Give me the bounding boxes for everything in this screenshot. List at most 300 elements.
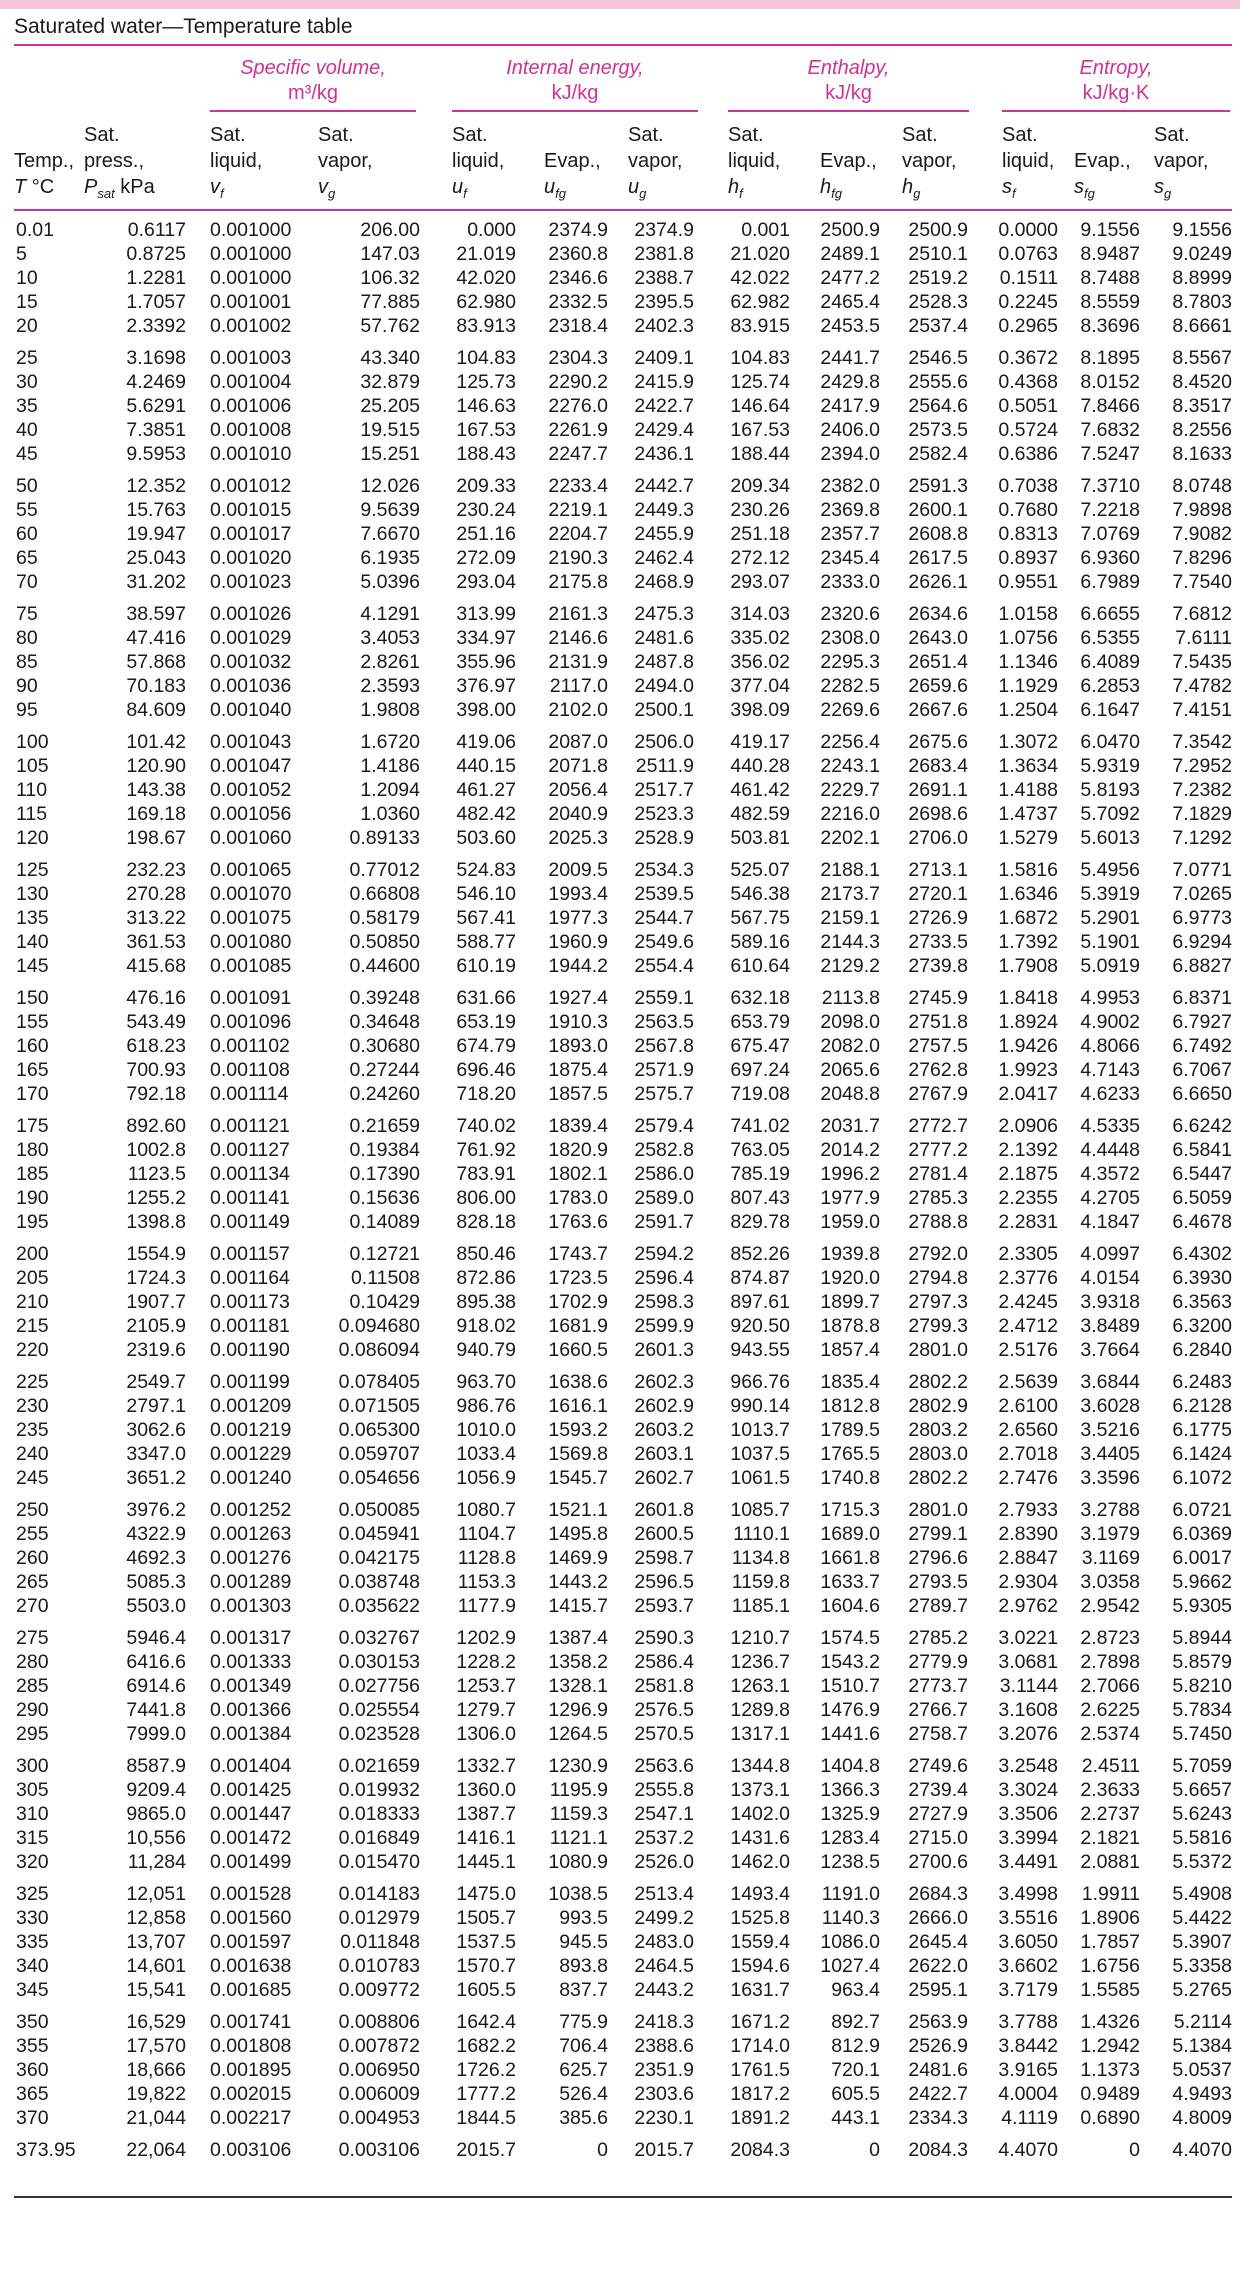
table-cell: 0.8313 (998, 523, 1058, 545)
table-cell: 205 (16, 1267, 49, 1289)
table-cell: 567.41 (456, 907, 516, 929)
table-cell: 190 (16, 1187, 49, 1209)
table-cell: 143.38 (126, 779, 186, 801)
column-header-line2: vapor, (318, 150, 373, 172)
table-cell: 3.4053 (360, 627, 420, 649)
table-cell: 3.9165 (998, 2059, 1058, 2081)
table-cell: 741.02 (730, 1115, 790, 1137)
table-cell: 1660.5 (548, 1339, 608, 1361)
table-cell: 2.7933 (998, 1499, 1058, 1521)
table-cell: 250 (16, 1499, 49, 1521)
table-cell: 8.8999 (1172, 267, 1232, 289)
table-cell: 25.043 (126, 547, 186, 569)
table-cell: 2014.2 (820, 1139, 880, 1161)
table-cell: 0.001199 (210, 1371, 290, 1393)
table-cell: 6.0017 (1172, 1547, 1232, 1569)
table-cell: 272.09 (456, 547, 516, 569)
table-cell: 0.003106 (210, 2139, 292, 2161)
table-cell: 1134.8 (731, 1547, 790, 1569)
table-cell: 3.7179 (998, 1979, 1058, 2001)
table-cell: 1.6756 (1080, 1955, 1140, 1977)
table-cell: 1631.7 (730, 1979, 790, 2001)
table-cell: 2.3776 (998, 1267, 1058, 1289)
table-cell: 1.4326 (1080, 2011, 1140, 2033)
table-cell: 1689.0 (820, 1523, 880, 1545)
table-cell: 1283.4 (820, 1827, 880, 1849)
table-cell: 2559.1 (634, 987, 694, 1009)
table-row (0, 370, 1240, 394)
table-cell: 2489.1 (820, 243, 880, 265)
table-cell: 8.7488 (1080, 267, 1140, 289)
table-cell: 1.4186 (360, 755, 420, 777)
table-cell: 2758.7 (908, 1723, 968, 1745)
table-cell: 43.340 (360, 347, 420, 369)
table-row (0, 2034, 1240, 2058)
table-cell: 13,707 (126, 1931, 186, 1953)
table-cell: 7.3542 (1172, 731, 1232, 753)
table-cell: 275 (16, 1627, 49, 1649)
table-cell: 5.8579 (1172, 1651, 1232, 1673)
table-cell: 8.3696 (1080, 315, 1140, 337)
table-title: Saturated water—Temperature table (14, 15, 353, 38)
table-cell: 2589.0 (634, 1187, 694, 1209)
table-cell: 0.001472 (210, 1827, 292, 1849)
table-cell: 75 (16, 603, 38, 625)
table-cell: 1177.9 (457, 1595, 516, 1617)
table-cell: 2751.8 (908, 1011, 968, 1033)
table-cell: 232.23 (126, 859, 186, 881)
table-cell: 2009.5 (548, 859, 608, 881)
table-cell: 0.003106 (338, 2139, 420, 2161)
table-cell: 1495.8 (548, 1523, 608, 1545)
table-cell: 4.7143 (1080, 1059, 1140, 1081)
table-cell: 1230.9 (548, 1755, 608, 1777)
table-cell: 1977.9 (820, 1187, 880, 1209)
table-cell: 5085.3 (126, 1571, 186, 1593)
table-cell: 0.086094 (338, 1339, 420, 1361)
table-cell: 0.001091 (210, 987, 292, 1009)
table-cell: 0.001020 (210, 547, 292, 569)
table-cell: 83.913 (456, 315, 516, 337)
table-cell: 2190.3 (548, 547, 608, 569)
table-cell: 2.7066 (1080, 1675, 1140, 1697)
table-row (0, 394, 1240, 418)
table-cell: 377.04 (730, 675, 790, 697)
table-cell: 2739.8 (908, 955, 968, 977)
table-cell: 2256.4 (820, 731, 880, 753)
table-cell: 0.001043 (210, 731, 292, 753)
table-cell: 1398.8 (126, 1211, 186, 1233)
table-cell: 1.9426 (998, 1035, 1058, 1057)
table-cell: 1255.2 (126, 1187, 186, 1209)
table-cell: 0.004953 (338, 2107, 420, 2129)
table-cell: 1416.1 (456, 1827, 516, 1849)
table-cell: 2586.0 (634, 1163, 694, 1185)
table-row (0, 802, 1240, 826)
table-cell: 2465.4 (820, 291, 880, 313)
table-cell: 2346.6 (548, 267, 608, 289)
table-cell: 1812.8 (820, 1395, 880, 1417)
table-cell: 1.8924 (998, 1011, 1058, 1033)
table-row (0, 546, 1240, 570)
table-row (0, 1570, 1240, 1594)
table-cell: 2659.6 (908, 675, 968, 697)
table-cell: 0.023528 (338, 1723, 420, 1745)
table-cell: 2.0417 (998, 1083, 1058, 1105)
table-cell: 1743.7 (548, 1243, 608, 1265)
table-cell: 2698.6 (908, 803, 968, 825)
table-cell: 1.4737 (998, 803, 1058, 825)
column-header-line2: liquid, (1002, 150, 1055, 172)
table-cell: 6.6242 (1172, 1115, 1232, 1137)
table-cell: 6.1072 (1172, 1467, 1232, 1489)
table-cell: 940.79 (456, 1339, 516, 1361)
table-cell: 1944.2 (548, 955, 608, 977)
table-cell: 42.020 (456, 267, 516, 289)
table-cell: 1820.9 (548, 1139, 608, 1161)
table-cell: 2781.4 (908, 1163, 968, 1185)
table-cell: 170 (16, 1083, 49, 1105)
table-cell: 1.1346 (998, 651, 1058, 673)
table-cell: 31.202 (126, 571, 186, 593)
table-cell: 0.1511 (999, 267, 1058, 289)
table-cell: 1638.6 (548, 1371, 608, 1393)
table-cell: 2554.4 (634, 955, 694, 977)
column-header-line2: vapor, (628, 150, 683, 172)
table-cell: 2295.3 (820, 651, 880, 673)
table-cell: 2269.6 (820, 699, 880, 721)
table-cell: 0.001040 (210, 699, 292, 721)
table-cell: 200 (16, 1243, 49, 1265)
table-cell: 1661.8 (820, 1547, 880, 1569)
table-cell: 2598.7 (634, 1547, 694, 1569)
table-cell: 6.2483 (1172, 1371, 1232, 1393)
table-cell: 0.001173 (210, 1291, 290, 1313)
table-cell: 625.7 (559, 2059, 608, 2081)
column-header-line1 (1074, 122, 1131, 148)
table-cell: 115 (16, 803, 48, 825)
table-cell: 6.5355 (1080, 627, 1140, 649)
column-header-line2: Evap., (820, 150, 877, 172)
column-header (1002, 122, 1054, 207)
table-cell: 0.001000 (210, 243, 292, 265)
table-cell: 9.1556 (1172, 219, 1232, 241)
table-cell: 0.018333 (338, 1803, 420, 1825)
column-header (14, 122, 74, 200)
column-header (210, 122, 262, 207)
table-cell: 2.5176 (998, 1339, 1058, 1361)
table-row (0, 1418, 1240, 1442)
table-cell: 6.7067 (1172, 1059, 1232, 1081)
table-cell: 2308.0 (820, 627, 880, 649)
table-cell: 0.001229 (210, 1443, 292, 1465)
table-row (0, 626, 1240, 650)
table-cell: 1939.8 (820, 1243, 880, 1265)
table-cell: 2591.3 (908, 475, 968, 497)
table-cell: 792.18 (126, 1083, 186, 1105)
table-cell: 2645.4 (908, 1931, 968, 1953)
table-cell: 588.77 (456, 931, 516, 953)
table-cell: 0.001121 (210, 1115, 290, 1137)
table-cell: 42.022 (730, 267, 790, 289)
table-cell: 2537.2 (634, 1827, 694, 1849)
table-cell: 6.9294 (1172, 931, 1232, 953)
table-cell: 2563.5 (634, 1011, 694, 1033)
table-cell: 2418.3 (634, 2011, 694, 2033)
table-cell: 251.16 (456, 523, 516, 545)
table-cell: 340 (16, 1955, 49, 1977)
table-cell: 0.014183 (338, 1883, 420, 1905)
table-cell: 2.8261 (360, 651, 420, 673)
table-cell: 2402.3 (634, 315, 694, 337)
table-cell: 837.7 (559, 1979, 608, 2001)
table-row (0, 1778, 1240, 1802)
table-cell: 0.11508 (350, 1267, 420, 1289)
table-cell: 9209.4 (126, 1779, 186, 1801)
table-cell: 5.2901 (1080, 907, 1140, 929)
table-cell: 3.6844 (1080, 1371, 1140, 1393)
table-cell: 2720.1 (908, 883, 968, 905)
table-cell: 2.5374 (1080, 1723, 1140, 1745)
table-cell: 101.42 (126, 731, 186, 753)
table-cell: 443.1 (831, 2107, 880, 2129)
table-cell: 1387.7 (456, 1803, 516, 1825)
table-cell: 3.0221 (998, 1627, 1058, 1649)
table-cell: 0.5724 (998, 419, 1058, 441)
table-cell: 476.16 (126, 987, 186, 1009)
table-cell: 0.054656 (338, 1467, 420, 1489)
table-cell: 2593.7 (634, 1595, 694, 1617)
table-cell: 4.3572 (1080, 1163, 1140, 1185)
table-cell: 2159.1 (820, 907, 880, 929)
table-cell: 1.0158 (998, 603, 1058, 625)
table-cell: 4.8066 (1080, 1035, 1140, 1057)
table-cell: 2360.8 (548, 243, 608, 265)
table-row (0, 522, 1240, 546)
table-cell: 2667.6 (908, 699, 968, 721)
table-cell: 5.4956 (1080, 859, 1140, 881)
table-cell: 524.83 (456, 859, 516, 881)
table-cell: 1264.5 (548, 1723, 608, 1745)
table-row (0, 2010, 1240, 2034)
table-cell: 589.16 (730, 931, 790, 953)
table-cell: 807.43 (730, 1187, 790, 1209)
table-cell: 1.6346 (998, 883, 1058, 905)
table-cell: 19.947 (126, 523, 186, 545)
table-cell: 2422.7 (908, 2083, 968, 2105)
table-cell: 2406.0 (820, 419, 880, 441)
table-cell: 2757.5 (908, 1035, 968, 1057)
table-cell: 785.19 (730, 1163, 790, 1185)
column-header (544, 122, 601, 207)
table-cell: 2388.6 (634, 2035, 694, 2057)
table-cell: 0.001060 (210, 827, 292, 849)
table-cell: 1441.6 (820, 1723, 880, 1745)
table-cell: 2.6100 (998, 1395, 1058, 1417)
table-cell: 0.7680 (998, 499, 1058, 521)
table-cell: 110 (16, 779, 48, 801)
table-cell: 7441.8 (126, 1699, 186, 1721)
table-cell: 105 (16, 755, 49, 777)
table-row (0, 1210, 1240, 1234)
table-cell: 2.7018 (998, 1443, 1058, 1465)
table-cell: 2766.7 (908, 1699, 968, 1721)
table-cell: 6.0369 (1172, 1523, 1232, 1545)
table-cell: 2.2831 (998, 1211, 1058, 1233)
table-cell: 0.001056 (210, 803, 292, 825)
table-cell: 546.38 (730, 883, 790, 905)
table-cell: 100 (16, 731, 49, 753)
table-cell: 0.001333 (210, 1651, 292, 1673)
table-cell: 285 (16, 1675, 49, 1697)
table-cell: 1153.3 (457, 1571, 516, 1593)
table-cell: 5.5816 (1172, 1827, 1232, 1849)
table-cell: 345 (16, 1979, 49, 2001)
table-cell: 1086.0 (820, 1931, 880, 1953)
table-cell: 1033.4 (456, 1443, 516, 1465)
table-cell: 5.3919 (1080, 883, 1140, 905)
table-cell: 0.001499 (210, 1851, 292, 1873)
table-cell: 2803.2 (908, 1419, 968, 1441)
table-cell: 2084.3 (908, 2139, 968, 2161)
table-cell: 895.38 (456, 1291, 516, 1313)
top-color-bar (0, 0, 1240, 9)
table-cell: 2229.7 (820, 779, 880, 801)
table-cell: 7.0265 (1172, 883, 1232, 905)
table-row (0, 1674, 1240, 1698)
table-cell: 2.8723 (1080, 1627, 1140, 1649)
table-cell: 4.9493 (1172, 2083, 1232, 2105)
table-cell: 0.030153 (338, 1651, 420, 1673)
table-cell: 169.18 (126, 803, 186, 825)
table-cell: 6.1775 (1172, 1419, 1232, 1441)
table-row (0, 1978, 1240, 2002)
table-cell: 0.001134 (210, 1163, 290, 1185)
table-cell: 4.5335 (1080, 1115, 1140, 1137)
table-cell: 1875.4 (548, 1059, 608, 1081)
table-cell: 6.0470 (1080, 731, 1140, 753)
table-cell: 2626.1 (908, 571, 968, 593)
table-cell: 1893.0 (548, 1035, 608, 1057)
column-header-symbol: $s_f$ (1002, 176, 1016, 201)
table-cell: 209.33 (456, 475, 516, 497)
table-cell: 5.6657 (1172, 1779, 1232, 1801)
column-header-line2: Temp., (14, 150, 75, 172)
table-cell: 697.24 (730, 1059, 790, 1081)
table-cell: 0.001317 (210, 1627, 292, 1649)
table-cell: 2793.5 (908, 1571, 968, 1593)
table-cell: 175 (16, 1115, 49, 1137)
table-cell: 361.53 (126, 931, 186, 953)
table-cell: 0.001070 (210, 883, 292, 905)
table-cell: 2675.6 (908, 731, 968, 753)
table-cell: 210 (16, 1291, 49, 1313)
table-cell: 1056.9 (456, 1467, 516, 1489)
table-cell: 155 (16, 1011, 49, 1033)
table-cell: 1373.1 (730, 1779, 790, 1801)
table-cell: 2.9762 (998, 1595, 1058, 1617)
table-cell: 482.59 (730, 803, 790, 825)
table-cell: 6.9773 (1172, 907, 1232, 929)
table-cell: 2381.8 (634, 243, 694, 265)
table-cell: 1038.5 (548, 1883, 608, 1905)
table-cell: 6.1424 (1172, 1443, 1232, 1465)
table-cell: 2.3392 (126, 315, 186, 337)
table-cell: 2563.9 (908, 2011, 968, 2033)
table-cell: 2429.4 (634, 419, 694, 441)
table-cell: 3.2548 (998, 1755, 1058, 1777)
table-cell: 1.5279 (998, 827, 1058, 849)
table-cell: 2603.2 (634, 1419, 694, 1441)
table-cell: 19.515 (360, 419, 420, 441)
table-cell: 2.0881 (1080, 1851, 1140, 1873)
table-cell: 2204.7 (548, 523, 608, 545)
table-cell: 2318.4 (548, 315, 608, 337)
table-cell: 2700.6 (908, 1851, 968, 1873)
table-cell: 1061.5 (730, 1467, 790, 1489)
table-cell: 2643.0 (908, 627, 968, 649)
table-cell: 4.1847 (1080, 1211, 1140, 1233)
table-cell: 2500.1 (634, 699, 694, 721)
table-cell: 2581.8 (634, 1675, 694, 1697)
table-cell: 2357.7 (820, 523, 880, 545)
table-cell: 0.66808 (349, 883, 420, 905)
table-cell: 2.2737 (1080, 1803, 1140, 1825)
table-cell: 1740.8 (820, 1467, 880, 1489)
table-cell: 1462.0 (730, 1851, 790, 1873)
table-cell: 17,570 (126, 2035, 186, 2057)
table-cell: 1080.7 (456, 1499, 516, 1521)
table-cell: 2429.8 (820, 371, 880, 393)
table-cell: 1325.9 (820, 1803, 880, 1825)
group-entropy (1000, 56, 1232, 106)
table-cell: 1.1373 (1080, 2059, 1140, 2081)
table-cell: 10 (16, 267, 38, 289)
table-cell: 2.7476 (998, 1467, 1058, 1489)
table-cell: 2745.9 (908, 987, 968, 1009)
table-cell: 829.78 (730, 1211, 790, 1233)
table-cell: 2487.8 (634, 651, 694, 673)
table-cell: 1604.6 (820, 1595, 880, 1617)
table-cell: 1570.7 (456, 1955, 516, 1977)
table-row (0, 1394, 1240, 1418)
table-cell: 2173.7 (820, 883, 880, 905)
table-cell: 2579.4 (634, 1115, 694, 1137)
table-cell: 775.9 (559, 2011, 608, 2033)
table-cell: 1085.7 (730, 1499, 790, 1521)
table-cell: 57.762 (360, 315, 420, 337)
group-rule-enthalpy (728, 110, 969, 112)
table-cell: 16,529 (126, 2011, 186, 2033)
table-cell: 0.001075 (210, 907, 292, 929)
table-row (0, 1802, 1240, 1826)
table-cell: 2500.9 (820, 219, 880, 241)
table-cell: 2539.5 (634, 883, 694, 905)
table-cell: 3.5516 (998, 1907, 1058, 1929)
table-cell: 4.0004 (998, 2083, 1058, 2105)
table-row (0, 1498, 1240, 1522)
table-cell: 5.3358 (1172, 1955, 1232, 1977)
table-cell: 2547.1 (634, 1803, 694, 1825)
column-header-line1: Sat. (628, 124, 664, 146)
table-cell: 8.5567 (1172, 347, 1232, 369)
table-cell: 272.12 (730, 547, 790, 569)
table-cell: 0.001012 (210, 475, 292, 497)
table-cell: 2788.8 (908, 1211, 968, 1233)
table-row (0, 218, 1240, 242)
table-cell: 376.97 (456, 675, 516, 697)
table-cell: 300 (16, 1755, 49, 1777)
